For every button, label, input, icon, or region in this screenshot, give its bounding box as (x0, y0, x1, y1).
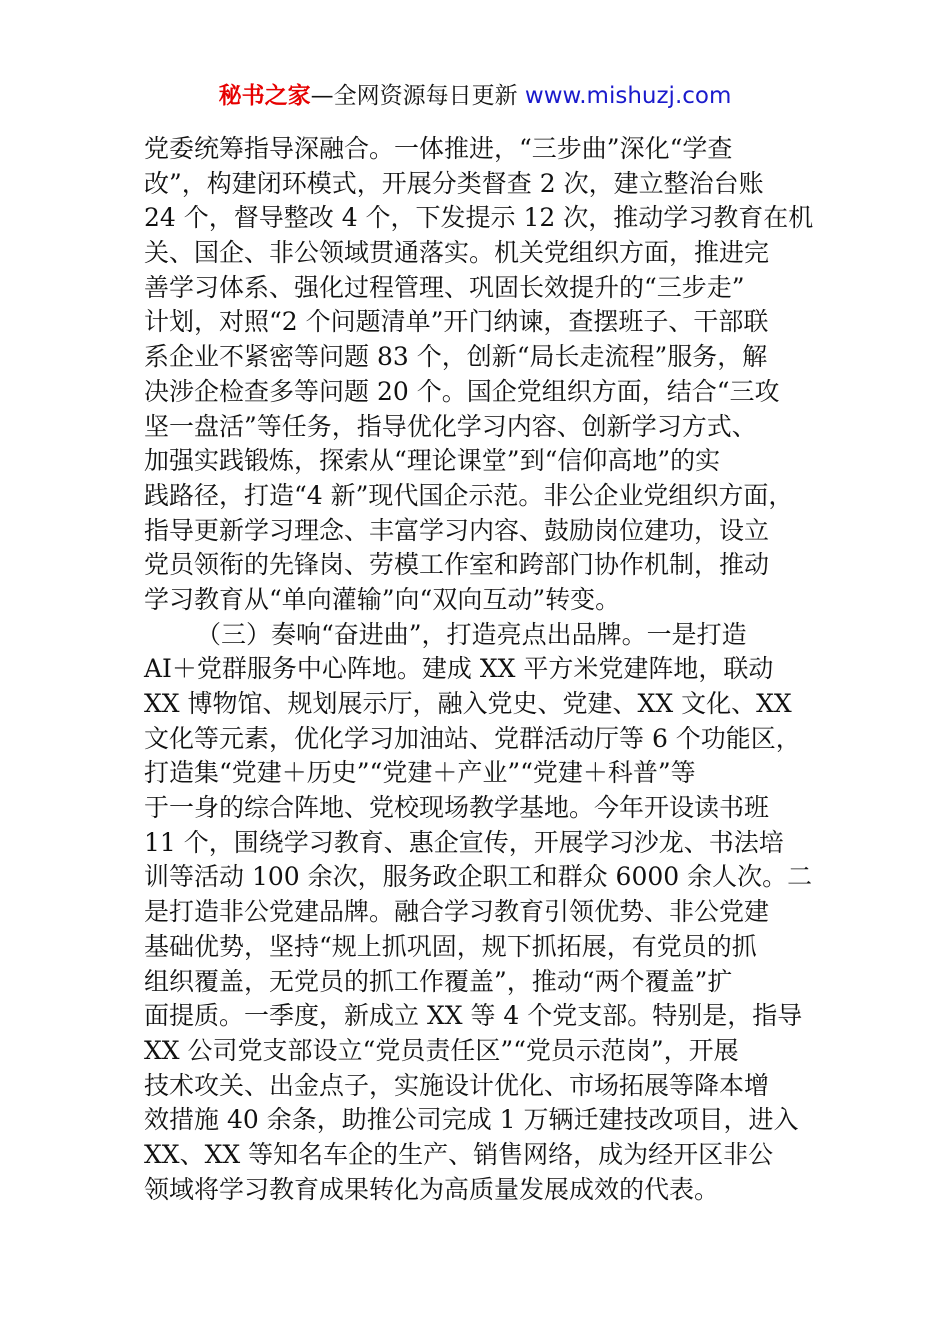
body-text-line: 基础优势，坚持“规上抓巩固，规下抓拓展，有党员的抓 (144, 931, 757, 961)
body-text-line: 关、国企、非公领域贯通落实。机关党组织方面，推进完 (144, 238, 770, 268)
site-header (0, 80, 950, 112)
body-text-line: 11 个，围绕学习教育、惠企宣传，开展学习沙龙、书法培 (144, 827, 784, 857)
site-tagline: —全网资源每日更新 (310, 83, 525, 109)
body-text-line: 党员领衔的先锋岗、劳模工作室和跨部门协作机制，推动 (144, 550, 770, 580)
body-text-line: XX 公司党支部设立“党员责任区”“党员示范岗”，开展 (144, 1035, 739, 1065)
body-text-line: 坚一盘活”等任务，指导优化学习内容、创新学习方式、 (144, 411, 757, 441)
body-text-line: 改”，构建闭环模式，开展分类督查 2 次，建立整治台账 (144, 168, 764, 198)
body-text-line: 面提质。一季度，新成立 XX 等 4 个党支部。特别是，指导 (144, 1001, 803, 1031)
body-text-line: 党委统筹指导深融合。一体推进，“三步曲”深化“学查 (144, 134, 733, 163)
body-text-line: 组织覆盖，无党员的抓工作覆盖”，推动“两个覆盖”扩 (144, 966, 733, 996)
body-text-line: XX、XX 等知名车企的生产、销售网络，成为经开区非公 (144, 1139, 774, 1169)
body-text-line: 24 个，督导整改 4 个，下发提示 12 次，推动学习教育在机 (144, 203, 814, 233)
body-text-line: 打造集“党建＋历史”“党建＋产业”“党建＋科普”等 (144, 758, 696, 788)
body-text-line: 技术攻关、出金点子，实施设计优化、市场拓展等降本增 (144, 1070, 770, 1100)
body-text-line: AI＋党群服务中心阵地。建成 XX 平方米党建阵地，联动 (144, 654, 774, 684)
body-text-line: 于一身的综合阵地、党校现场教学基地。今年开设读书班 (144, 793, 770, 823)
body-text-line: 是打造非公党建品牌。融合学习教育引领优势、非公党建 (144, 897, 770, 927)
body-text-line: 践路径，打造“4 新”现代国企示范。非公企业党组织方面， (144, 480, 794, 510)
body-text-line: 指导更新学习理念、丰富学习内容、鼓励岗位建功，设立 (144, 515, 770, 545)
body-text-line: 学习教育从“单向灌输”向“双向互动”转变。 (144, 584, 621, 614)
body-text-line: 加强实践锻炼，探索从“理论课堂”到“信仰高地”的实 (144, 446, 721, 476)
document-body (144, 132, 834, 1207)
body-text-line: 计划，对照“2 个问题清单”开门纳谏，查摆班子、干部联 (144, 307, 769, 337)
body-text-line: 训等活动 100 余次，服务政企职工和群众 6000 余人次。二 (144, 862, 813, 892)
body-text-line: 文化等元素，优化学习加油站、党群活动厅等 6 个功能区， (144, 723, 801, 753)
body-text-line: 系企业不紧密等问题 83 个，创新“局长走流程”服务，解 (144, 342, 768, 372)
site-brand: 秘书之家 (218, 83, 311, 109)
body-text-line: 领域将学习教育成果转化为高质量发展成效的代表。 (144, 1174, 720, 1204)
body-text-line: 善学习体系、强化过程管理、巩固长效提升的“三步走” (144, 272, 745, 302)
site-url-link[interactable]: www.mishuzj.com (524, 83, 732, 109)
body-text-line: XX 博物馆、规划展示厅，融入党史、党建、XX 文化、XX (144, 689, 792, 718)
body-text-line: （三）奏响“奋进曲”，打造亮点出品牌。一是打造 (196, 619, 747, 649)
body-text-line: 效措施 40 余条，助推公司完成 1 万辆迁建技改项目，进入 (144, 1105, 799, 1135)
body-text-line: 决涉企检查多等问题 20 个。国企党组织方面，结合“三攻 (144, 376, 780, 406)
